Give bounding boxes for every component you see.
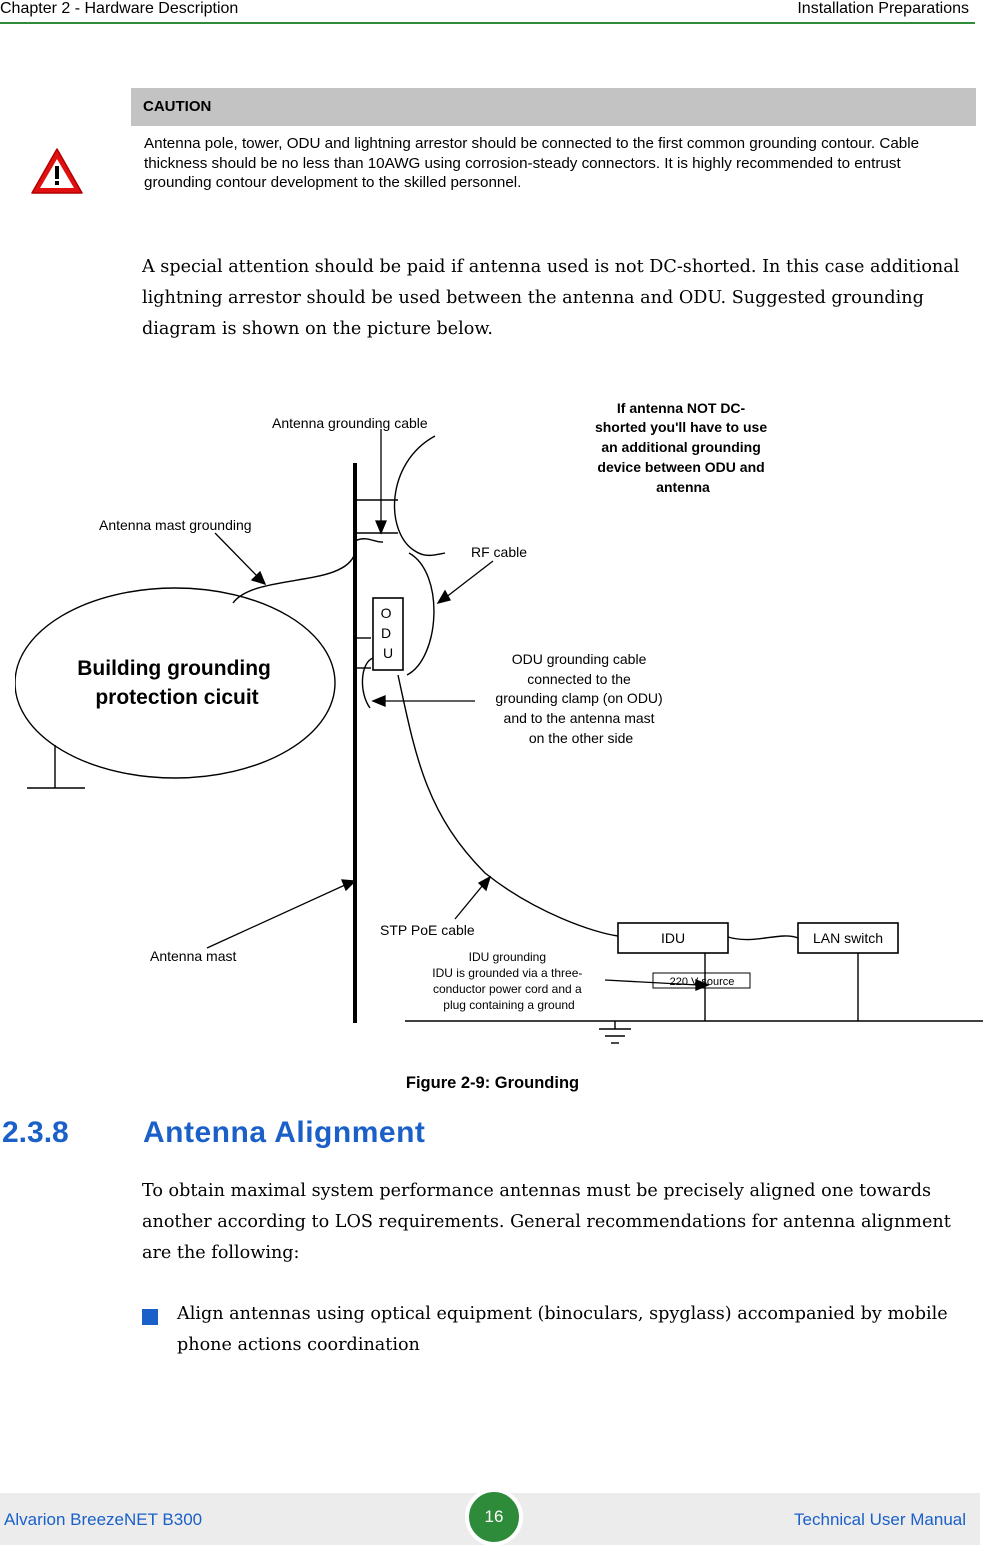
building-line-1: Building grounding xyxy=(77,657,271,680)
section-number: 2.3.8 xyxy=(2,1116,69,1149)
label-odu xyxy=(381,605,396,661)
caution-box xyxy=(131,88,976,193)
building-line-2: protection cicuit xyxy=(95,686,259,709)
figure-caption: Figure 2-9: Grounding xyxy=(405,1074,580,1092)
bullet-square-icon xyxy=(142,1309,158,1325)
odu-grounding-line-4: and to the antenna mast xyxy=(503,710,655,726)
caution-text: Antenna pole, tower, ODU and lightning arrestor should be connected to the first common grounding contour. Cable thickness should be no less than 10AWG using corrosion-steady connectors. It is highly recommended to entrust grounding contour development to the skilled personnel. xyxy=(144,135,920,192)
label-idu: IDU xyxy=(660,930,686,946)
label-antenna-mast-grounding: Antenna mast grounding xyxy=(99,517,252,533)
label-odu-grounding xyxy=(495,651,666,746)
warning-triangle-icon xyxy=(30,146,84,196)
page-number-badge: 16 xyxy=(465,1488,523,1546)
odu-grounding-line-3: grounding clamp (on ODU) xyxy=(495,690,663,706)
label-stp-poe-cable: STP PoE cable xyxy=(380,922,475,938)
label-building-grounding xyxy=(77,657,276,709)
idu-grounding-line-1: IDU grounding xyxy=(468,950,547,964)
odu-letter-o: O xyxy=(380,605,392,621)
label-idu-grounding xyxy=(432,950,585,1012)
idu-grounding-line-2: IDU is grounded via a three- xyxy=(432,966,583,980)
label-antenna-mast: Antenna mast xyxy=(150,948,237,964)
odu-grounding-line-5: on the other side xyxy=(528,730,634,746)
paragraph-alignment-intro: To obtain maximal system performance antennas must be precisely aligned one towards another according to LOS requirements. General recommendations for antenna alignment are the following: xyxy=(142,1181,951,1263)
caution-title: CAUTION xyxy=(131,88,976,126)
bullet-item: Align antennas using optical equipment (binoculars, spyglass) accompanied by mobile phone actions coordination xyxy=(177,1304,948,1355)
section-title: Antenna Alignment xyxy=(143,1116,426,1149)
dc-note-line-5: antenna xyxy=(656,479,710,495)
idu-grounding-line-3: conductor power cord and a xyxy=(432,982,582,996)
idu-grounding-line-4: plug containing a ground xyxy=(443,998,575,1012)
manual-title: Technical User Manual xyxy=(794,1510,966,1529)
odu-grounding-line-1: ODU grounding cable xyxy=(511,651,647,667)
dc-note-line-1: If antenna NOT DC- xyxy=(616,400,746,416)
odu-grounding-line-2: connected to the xyxy=(527,671,631,687)
dc-note-line-2: shorted you'll have to use xyxy=(594,419,768,435)
label-antenna-grounding-cable: Antenna grounding cable xyxy=(272,415,428,431)
product-name: Alvarion BreezeNET B300 xyxy=(4,1510,203,1529)
odu-letter-d: D xyxy=(380,625,392,641)
label-lan-switch: LAN switch xyxy=(812,930,884,946)
label-rf-cable: RF cable xyxy=(471,544,528,560)
chapter-title: Chapter 2 - Hardware Description xyxy=(0,0,239,17)
label-dc-note xyxy=(595,400,771,495)
label-power-source: 220 V source xyxy=(669,976,735,988)
paragraph-grounding-note: A special attention should be paid if antenna used is not DC-shorted. In this case additional lightning arrestor should be used between the antenna and ODU. Suggested grounding diagram is shown on the picture below. xyxy=(142,257,960,339)
page-header xyxy=(0,0,975,24)
section-heading-right: Installation Preparations xyxy=(797,0,969,17)
dc-note-line-3: an additional grounding xyxy=(601,439,761,455)
dc-note-line-4: device between ODU and xyxy=(597,459,765,475)
odu-letter-u: U xyxy=(382,645,394,661)
grounding-diagram xyxy=(15,393,983,1055)
building-grounding-ellipse xyxy=(15,588,335,778)
